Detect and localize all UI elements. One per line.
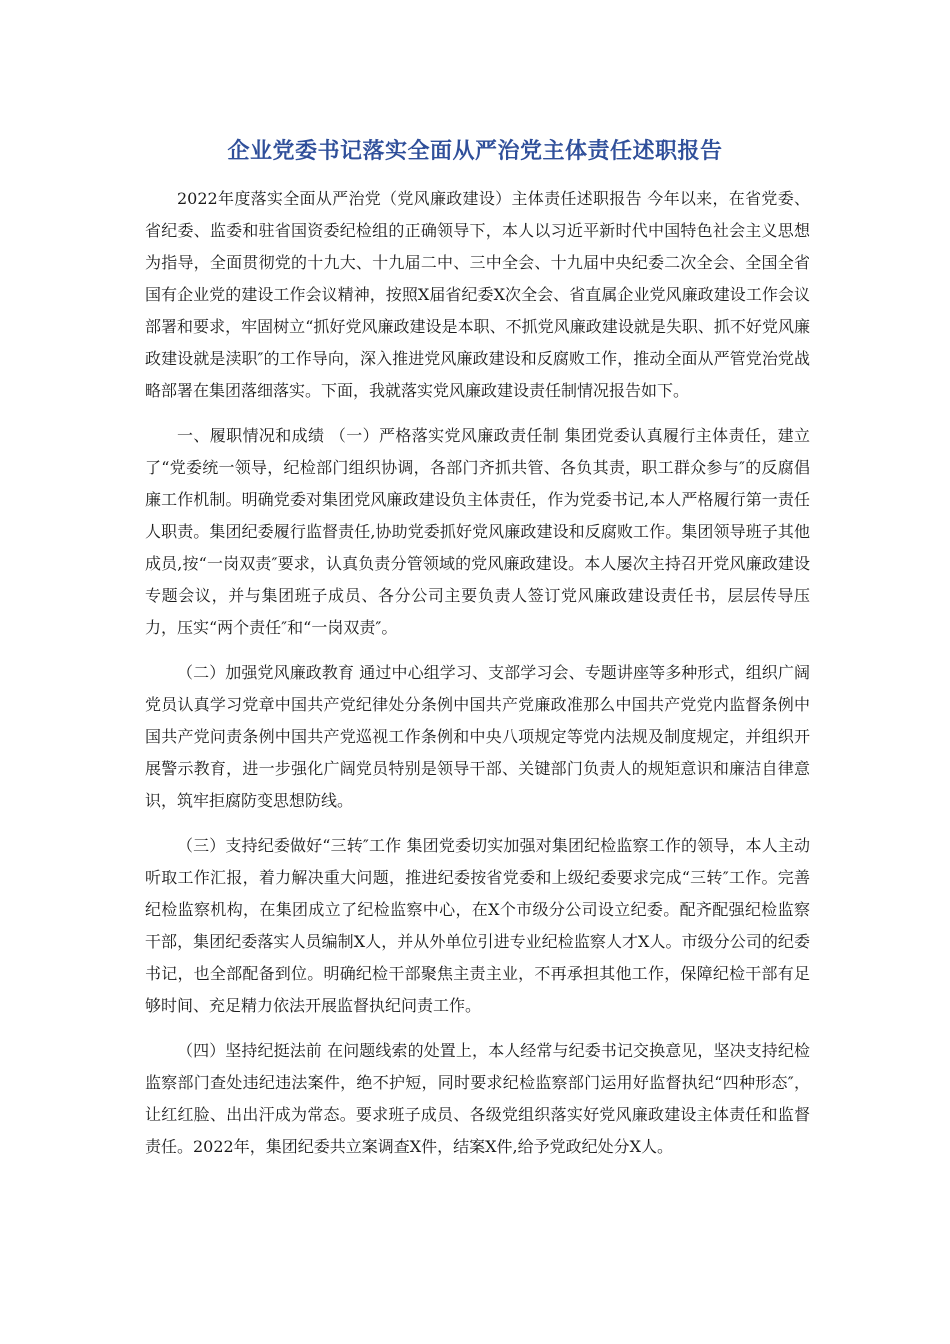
- paragraph-intro: 2022年度落实全面从严治党（党风廉政建设）主体责任述职报告 今年以来，在省党委、省纪委、监委和驻省国资委纪检组的正确领导下，本人以习近平新时代中国特色社会主义思想为指导，全面贯彻党的十九大、十九届二中、三中全会、十九届中央纪委二次全会、全国全省国有企业党的建设工作会议精神，按照X届省纪委X次全会、省直属企业党风廉政建设工作会议部署和要求，牢固树立“抓好党风廉政建设是本职、不抓党风廉政建设就是失职、抓不好党风廉政建设就是渎职″的工作导向，深入推进党风廉政建设和反腐败工作，推动全面从严管党治党战略部署在集团落细落实。下面，我就落实党风廉政建设责任制情况报告如下。: [145, 189, 810, 400]
- document-title: 企业党委书记落实全面从严治党主体责任述职报告: [227, 139, 723, 164]
- document-body: [145, 183, 810, 1176]
- paragraph-section-2: （二）加强党风廉政教育 通过中心组学习、支部学习会、专题讲座等多种形式，组织广阔党员认真学习党章中国共产党纪律处分条例中国共产党廉政准那么中国共产党党内监督条例中国共产党问责条例中国共产党巡视工作条例和中央八项规定等党内法规及制度规定，并组织开展警示教育，进一步强化广阔党员特别是领导干部、关键部门负责人的规矩意识和廉洁自律意识，筑牢拒腐防变思想防线。: [145, 663, 810, 810]
- paragraph-section-1: 一、履职情况和成绩 （一）严格落实党风廉政责任制 集团党委认真履行主体责任，建立了“党委统一领导，纪检部门组织协调，各部门齐抓共管、各负其责，职工群众参与″的反腐倡廉工作机制。明确党委对集团党风廉政建设负主体责任，作为党委书记,本人严格履行第一责任人职责。集团纪委履行监督责任,协助党委抓好党风廉政建设和反腐败工作。集团领导班子其他成员,按“一岗双责″要求，认真负责分管领域的党风廉政建设。本人屡次主持召开党风廉政建设专题会议，并与集团班子成员、各分公司主要负责人签订党风廉政建设责任书，层层传导压力，压实“两个责任″和“一岗双责″。: [145, 426, 810, 637]
- paragraph-section-4: （四）坚持纪挺法前 在问题线索的处置上，本人经常与纪委书记交换意见，坚决支持纪检监察部门查处违纪违法案件，绝不护短，同时要求纪检监察部门运用好监督执纪“四种形态″，让红红脸、出出汗成为常态。要求班子成员、各级党组织落实好党风廉政建设主体责任和监督责任。2022年，集团纪委共立案调查X件，结案X件,给予党政纪处分X人。: [145, 1041, 810, 1156]
- paragraph-section-3: （三）支持纪委做好“三转″工作 集团党委切实加强对集团纪检监察工作的领导，本人主动听取工作汇报，着力解决重大问题，推进纪委按省党委和上级纪委要求完成“三转″工作。完善纪检监察机构，在集团成立了纪检监察中心，在X个市级分公司设立纪委。配齐配强纪检监察干部，集团纪委落实人员编制X人，并从外单位引进专业纪检监察人才X人。市级分公司的纪委书记，也全部配备到位。明确纪检干部聚焦主责主业，不再承担其他工作，保障纪检干部有足够时间、充足精力依法开展监督执纪问责工作。: [145, 836, 810, 1015]
